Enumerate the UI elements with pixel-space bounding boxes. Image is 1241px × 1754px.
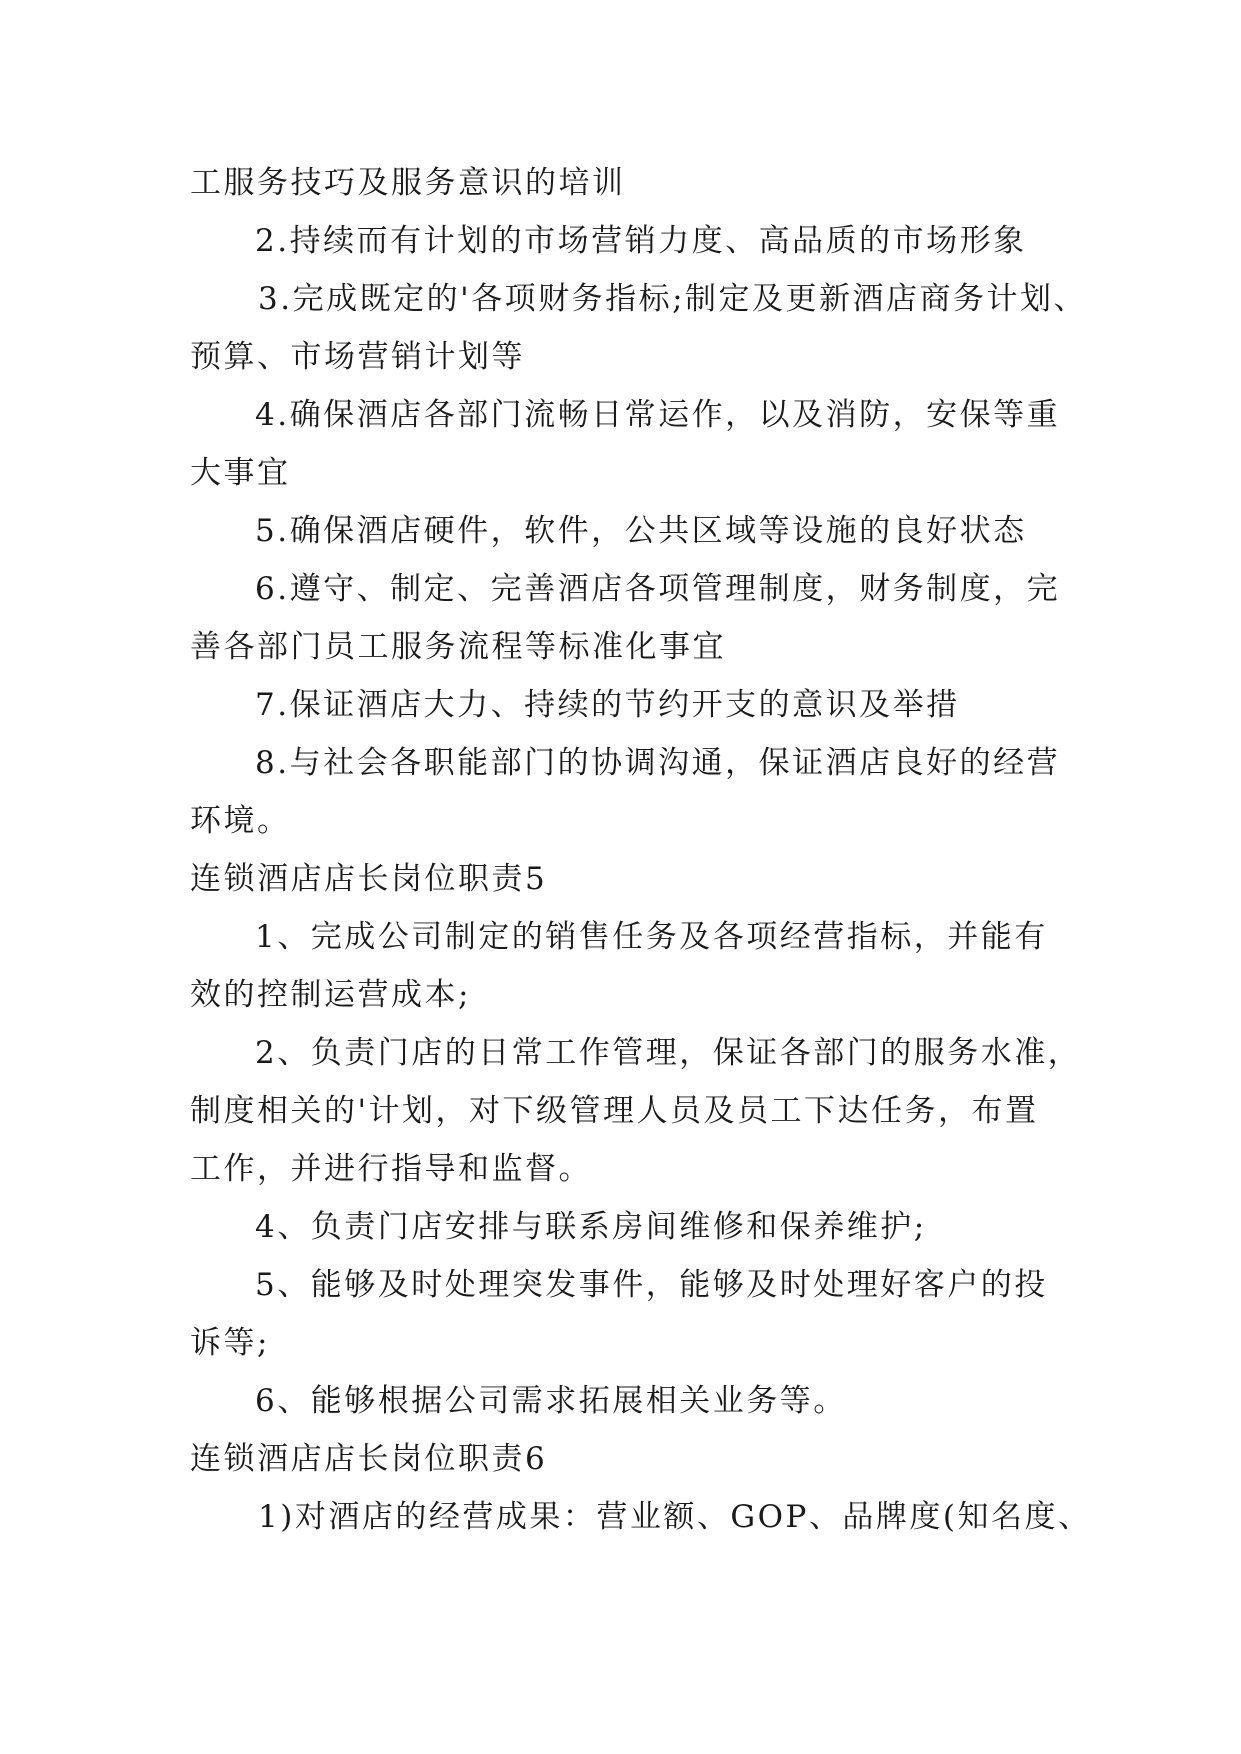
- list-item-5: 5.确保酒店硬件，软件，公共区域等设施的良好状态: [255, 513, 1027, 549]
- list-item-1: 1、完成公司制定的销售任务及各项经营指标，并能有: [255, 919, 1048, 955]
- text-line: 工服务技巧及服务意识的培训: [190, 165, 626, 201]
- list-item-4: 4、负责门店安排与联系房间维修和保养维护;: [255, 1209, 927, 1245]
- text-line: 诉等;: [190, 1325, 270, 1361]
- list-item-3: 3.完成既定的'各项财务指标;制定及更新酒店商务计划、: [258, 281, 1088, 317]
- list-item-8: 8.与社会各职能部门的协调沟通，保证酒店良好的经营: [255, 745, 1061, 781]
- list-item-4: 4.确保酒店各部门流畅日常运作，以及消防，安保等重: [255, 397, 1061, 433]
- text-line: 预算、市场营销计划等: [190, 339, 525, 375]
- list-item-6: 6、能够根据公司需求拓展相关业务等。: [255, 1383, 847, 1419]
- text-line: 善各部门员工服务流程等标准化事宜: [190, 629, 726, 665]
- list-item-2: 2、负责门店的日常工作管理，保证各部门的服务水准，: [255, 1035, 1082, 1071]
- text-line: 效的控制运营成本;: [190, 977, 471, 1013]
- list-item-5: 5、能够及时处理突发事件，能够及时处理好客户的投: [255, 1267, 1048, 1303]
- list-item-1: 1)对酒店的经营成果：营业额、GOP、品牌度(知名度、: [258, 1499, 1092, 1535]
- text-line: 制度相关的'计划，对下级管理人员及员工下达任务，布置: [190, 1093, 1039, 1129]
- list-item-2: 2.持续而有计划的市场营销力度、高品质的市场形象: [255, 223, 1027, 259]
- section-heading: 连锁酒店店长岗位职责6: [190, 1441, 548, 1477]
- section-heading: 连锁酒店店长岗位职责5: [190, 861, 548, 897]
- text-line: 工作，并进行指导和监督。: [190, 1151, 592, 1187]
- list-item-6: 6.遵守、制定、完善酒店各项管理制度，财务制度，完: [255, 571, 1061, 607]
- text-line: 环境。: [190, 803, 291, 839]
- text-line: 大事宜: [190, 455, 291, 491]
- list-item-7: 7.保证酒店大力、持续的节约开支的意识及举措: [255, 687, 960, 723]
